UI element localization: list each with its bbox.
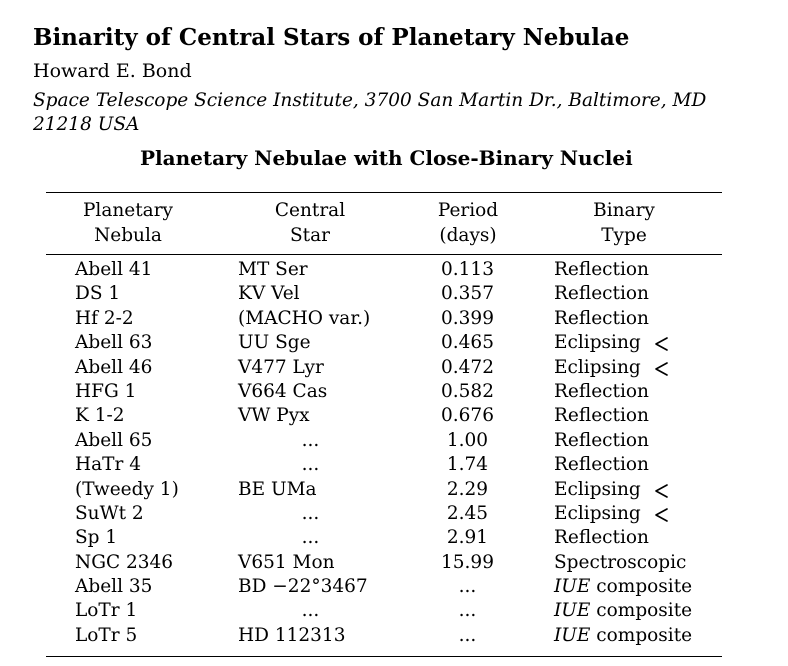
cell-binary-type: Reflection <box>554 307 649 329</box>
cell-binary-type: IUE composite <box>554 624 693 646</box>
cell-period: 0.465 <box>441 332 494 354</box>
table-row <box>0 404 788 428</box>
cell-period: 0.113 <box>441 259 494 280</box>
cell-central-star: (MACHO var.) <box>238 307 371 329</box>
table-caption: Planetary Nebulae with Close-Binary Nuclei <box>140 146 633 170</box>
cell-period: 15.99 <box>441 551 494 573</box>
table-body <box>0 258 788 648</box>
iue-italic: IUE <box>554 624 591 646</box>
cell-binary-type: Eclipsing <box>554 478 641 500</box>
cell-nebula: K 1-2 <box>75 405 125 427</box>
cell-nebula: (Tweedy 1) <box>75 478 179 500</box>
cell-central-star: HD 112313 <box>238 624 346 646</box>
table-row <box>0 356 788 380</box>
less-than-mark-icon <box>654 361 668 377</box>
cell-central-star: ... <box>301 429 320 451</box>
cell-binary-type: Reflection <box>554 454 649 476</box>
table-row <box>0 429 788 453</box>
header-type <box>564 198 684 248</box>
cell-binary-type: Reflection <box>554 405 649 427</box>
cell-period: 0.676 <box>441 405 494 427</box>
less-than-mark-icon <box>654 507 668 523</box>
header-star-line2: Star <box>290 225 330 246</box>
cell-central-star: ... <box>301 454 320 476</box>
cell-nebula: LoTr 5 <box>75 624 138 646</box>
table-row <box>0 478 788 502</box>
cell-nebula: Abell 41 <box>75 259 153 280</box>
header-nebula-line2: Nebula <box>94 225 162 246</box>
header-star <box>250 198 370 248</box>
cell-nebula: NGC 2346 <box>75 551 174 573</box>
cell-central-star: MT Ser <box>238 259 308 280</box>
cell-central-star: UU Sge <box>238 332 311 354</box>
header-period-line2: (days) <box>439 225 497 246</box>
table-header-rule <box>46 254 722 255</box>
cell-nebula: Abell 35 <box>75 576 153 598</box>
cell-nebula: DS 1 <box>75 283 121 305</box>
table-row <box>0 258 788 282</box>
cell-central-star: ... <box>301 527 320 549</box>
cell-binary-type: Reflection <box>554 429 649 451</box>
table-row <box>0 282 788 306</box>
cell-period: 1.00 <box>446 429 489 451</box>
table-row <box>0 551 788 575</box>
table-row <box>0 502 788 526</box>
cell-period: 1.74 <box>446 454 489 476</box>
cell-nebula: HFG 1 <box>75 380 137 402</box>
table-top-rule <box>46 192 722 193</box>
cell-central-star: V477 Lyr <box>238 356 324 378</box>
cell-nebula: LoTr 1 <box>75 600 138 622</box>
paper-title: Binarity of Central Stars of Planetary Nebulae <box>33 24 630 51</box>
cell-binary-type: Eclipsing <box>554 356 641 378</box>
table-row <box>0 307 788 331</box>
cell-period: 2.91 <box>446 527 489 549</box>
header-type-line2: Type <box>601 225 647 246</box>
cell-central-star: KV Vel <box>238 283 300 305</box>
iue-italic: IUE <box>554 600 591 622</box>
cell-nebula: Sp 1 <box>75 527 118 549</box>
cell-period: 2.45 <box>446 502 489 524</box>
cell-binary-type: Reflection <box>554 380 649 402</box>
iue-italic: IUE <box>554 576 591 598</box>
cell-period: 0.399 <box>441 307 494 329</box>
cell-nebula: Abell 63 <box>75 332 153 354</box>
header-nebula-line1: Planetary <box>82 200 174 221</box>
cell-binary-type: Reflection <box>554 259 649 280</box>
cell-period: 0.582 <box>441 380 494 402</box>
cell-nebula: Hf 2-2 <box>75 307 134 329</box>
table-row <box>0 526 788 550</box>
cell-period: 2.29 <box>446 478 489 500</box>
less-than-mark-icon <box>654 336 668 352</box>
table-bottom-rule <box>46 656 722 657</box>
cell-binary-type: IUE composite <box>554 576 693 598</box>
table-row <box>0 380 788 404</box>
cell-central-star: VW Pyx <box>238 405 310 427</box>
cell-period: ... <box>458 600 477 622</box>
author-name: Howard E. Bond <box>33 60 192 82</box>
cell-central-star: BD −22°3467 <box>238 576 368 598</box>
cell-binary-type: Reflection <box>554 283 649 305</box>
cell-binary-type: IUE composite <box>554 600 693 622</box>
header-nebula <box>68 198 188 248</box>
cell-binary-type: Eclipsing <box>554 332 641 354</box>
cell-central-star: V664 Cas <box>238 380 328 402</box>
cell-nebula: HaTr 4 <box>75 454 141 476</box>
header-period-line1: Period <box>437 200 499 221</box>
cell-central-star: ... <box>301 502 320 524</box>
cell-nebula: SuWt 2 <box>75 502 144 524</box>
header-period <box>418 198 518 248</box>
header-star-line1: Central <box>274 200 346 221</box>
cell-period: 0.472 <box>441 356 494 378</box>
table-row <box>0 331 788 355</box>
header-type-line1: Binary <box>593 200 655 221</box>
table-row <box>0 624 788 648</box>
table-row <box>0 453 788 477</box>
cell-period: ... <box>458 576 477 598</box>
cell-central-star: ... <box>301 600 320 622</box>
table-row <box>0 575 788 599</box>
cell-nebula: Abell 46 <box>75 356 153 378</box>
cell-period: ... <box>458 624 477 646</box>
author-affiliation: Space Telescope Science Institute, 3700 San Martin Dr., Baltimore, MD 21218 USA <box>33 90 707 135</box>
cell-nebula: Abell 65 <box>75 429 153 451</box>
cell-central-star: V651 Mon <box>238 551 335 573</box>
cell-binary-type: Spectroscopic <box>554 551 687 573</box>
cell-binary-type: Eclipsing <box>554 502 641 524</box>
cell-binary-type: Reflection <box>554 527 649 549</box>
cell-period: 0.357 <box>441 283 494 305</box>
table-row <box>0 599 788 623</box>
cell-central-star: BE UMa <box>238 478 317 500</box>
less-than-mark-icon <box>654 483 668 499</box>
